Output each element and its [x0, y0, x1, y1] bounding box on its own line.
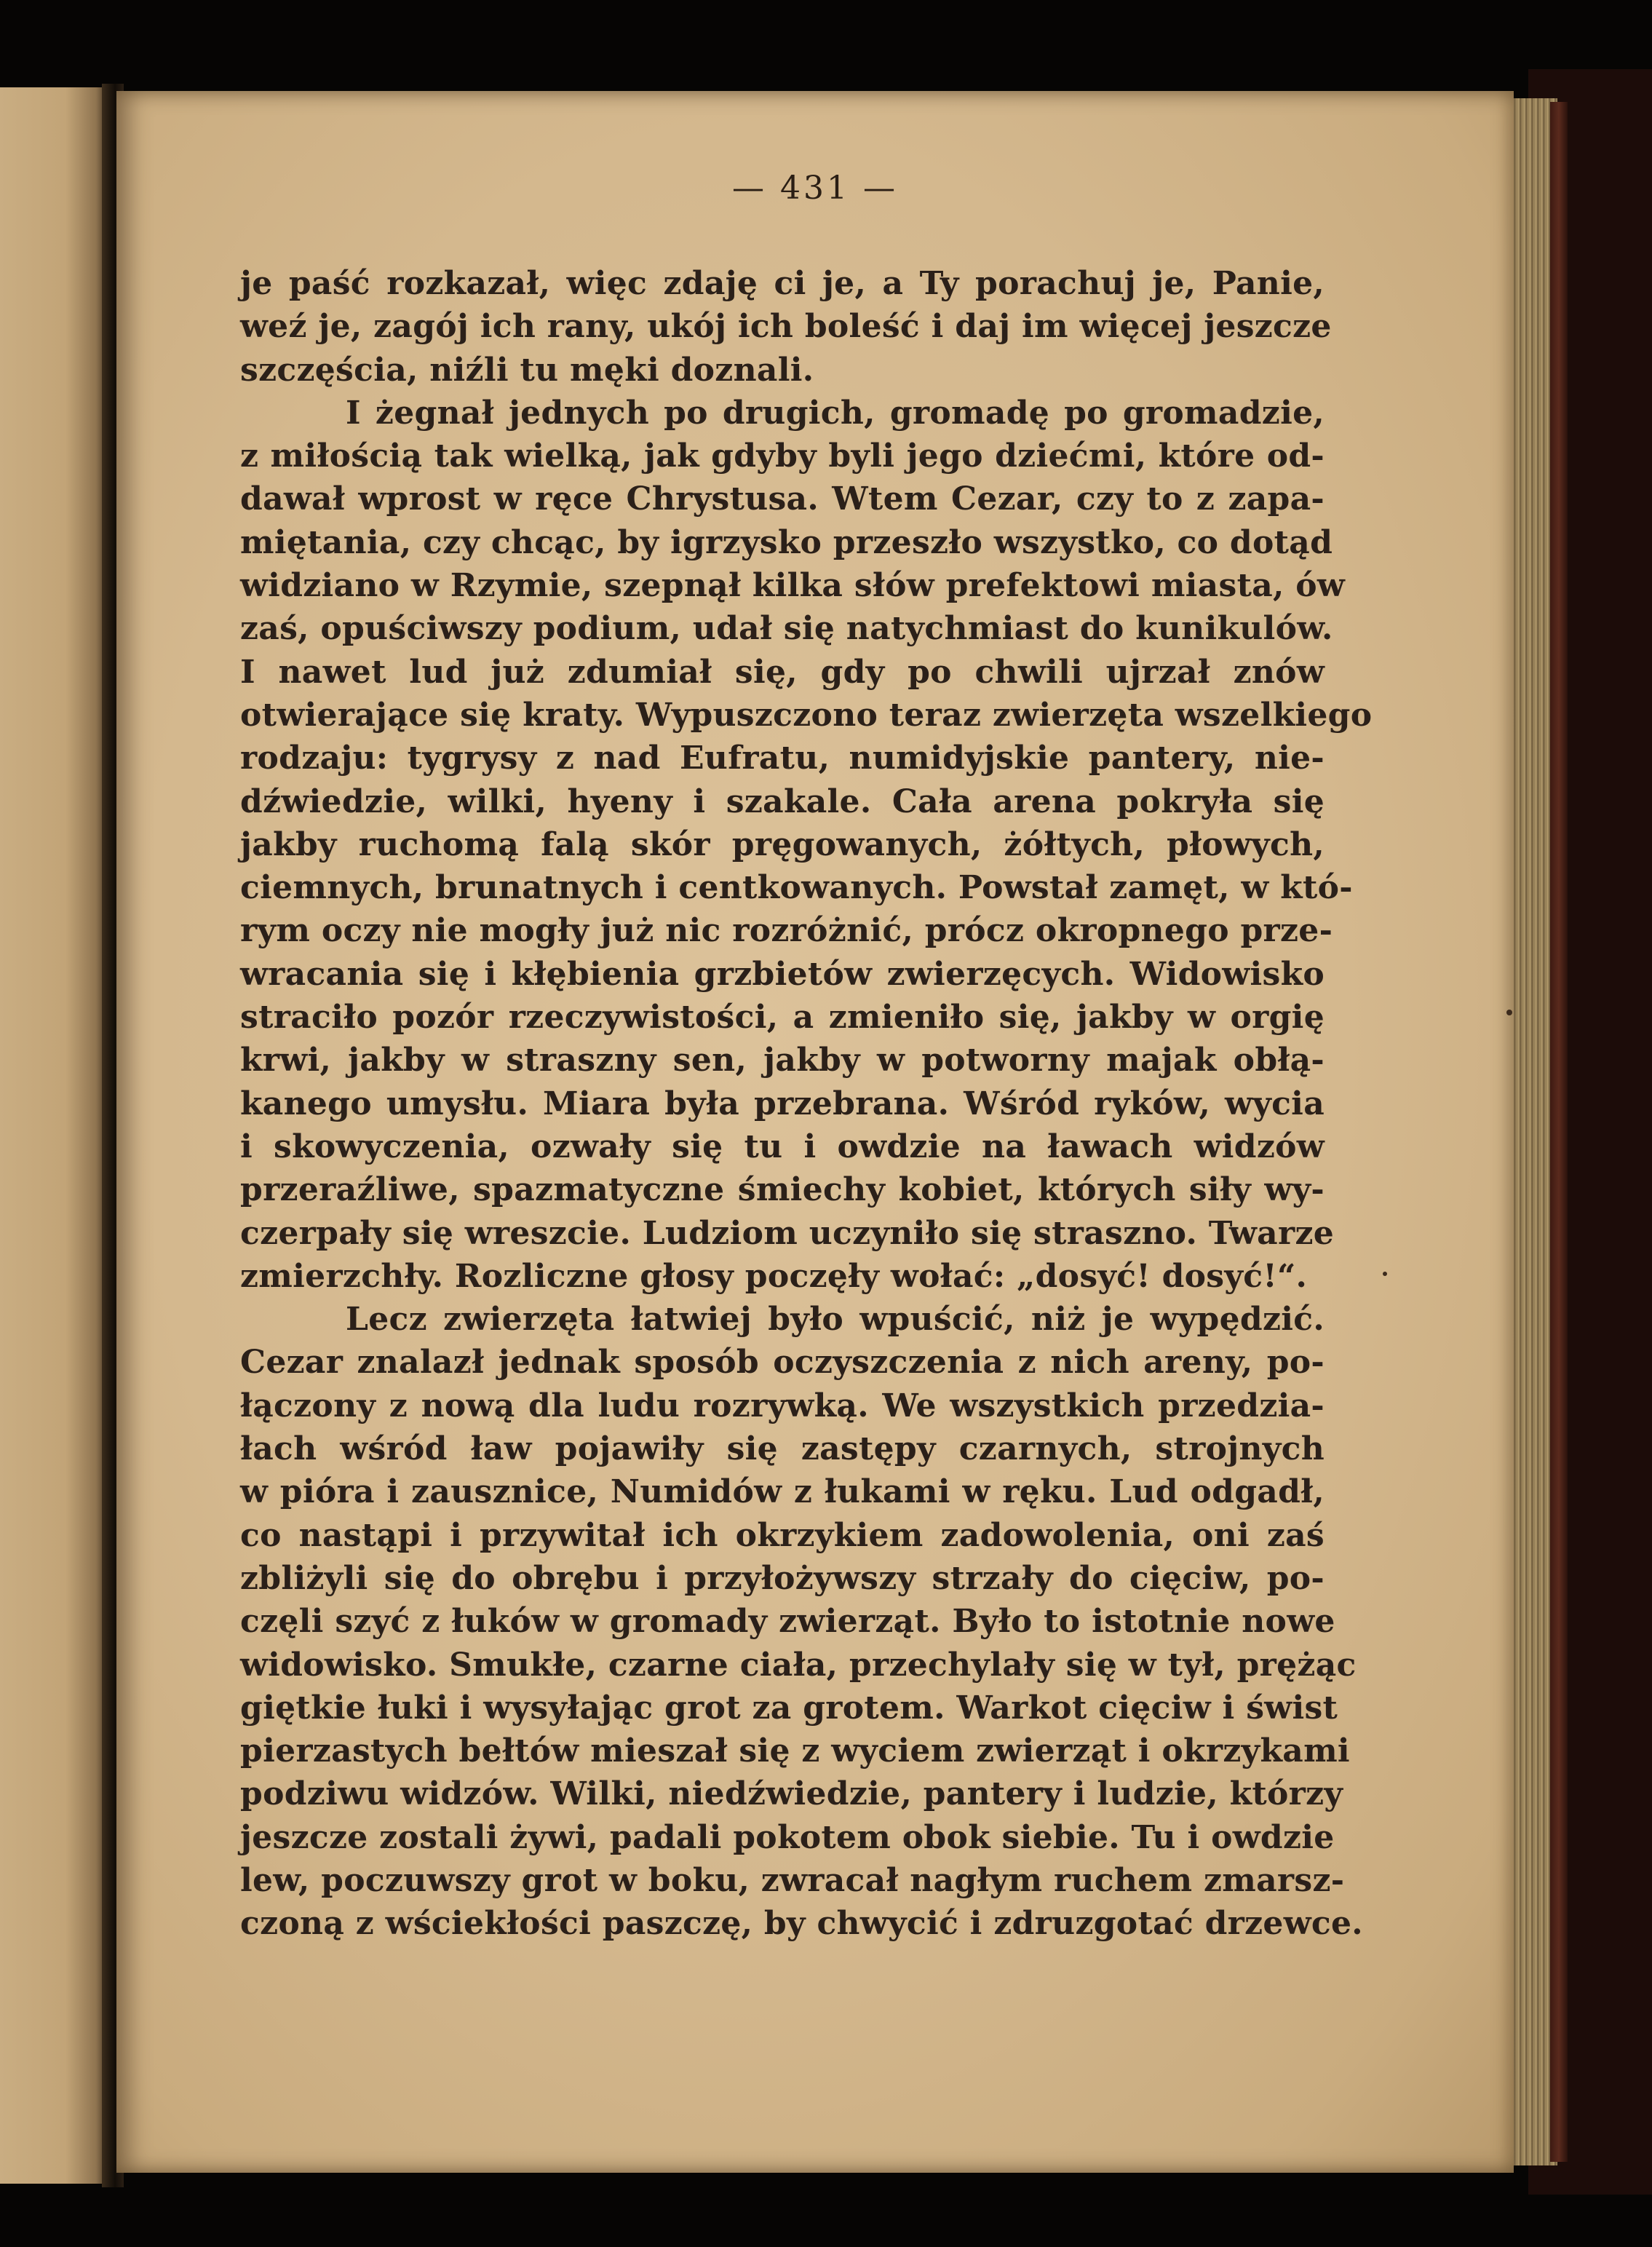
text-line: łączony z nową dla ludu rozrywką. We wszystkich przedzia-	[240, 1387, 1325, 1424]
text-line: pierzastych bełtów mieszał się z wyciem zwierząt i okrzykami	[240, 1732, 1350, 1770]
text-line: i skowyczenia, ozwały się tu i owdzie na ławach widzów	[240, 1128, 1325, 1165]
text-line: Cezar znalazł jednak sposób oczyszczenia z nich areny, po-	[240, 1344, 1325, 1382]
text-line: szczęścia, niźli tu męki doznali.	[240, 351, 814, 389]
text-line: w pióra i zausznice, Numidów z łukami w ręku. Lud odgadł,	[240, 1473, 1325, 1511]
paper-speck	[1383, 1272, 1387, 1276]
text-line: jeszcze zostali żywi, padali pokotem obok siebie. Tu i owdzie	[240, 1818, 1335, 1856]
text-line: I żegnał jednych po drugich, gromadę po gromadzie,	[346, 394, 1325, 432]
text-line: dźwiedzie, wilki, hyeny i szakale. Cała arena pokryła się	[240, 782, 1325, 820]
text-line: co nastąpi i przywitał ich okrzykiem zadowolenia, oni zaś	[240, 1516, 1325, 1554]
text-line: czoną z wściekłości paszczę, by chwycić i zdruzgotać drzewce.	[240, 1905, 1363, 1943]
paper-speck	[1506, 1010, 1512, 1015]
text-line: jakby ruchomą falą skór pręgowanych, żółtych, płowych,	[240, 825, 1325, 863]
text-line: ciemnych, brunatnych i centkowanych. Powstał zamęt, w któ-	[240, 869, 1353, 907]
text-line: widowisko. Smukłe, czarne ciała, przechylały się w tył, prężąc	[240, 1646, 1357, 1684]
text-line: lew, poczuwszy grot w boku, zwracał nagłym ruchem zmarsz-	[240, 1861, 1345, 1899]
body-text	[240, 262, 1373, 1946]
text-line: widziano w Rzymie, szepnął kilka słów prefektowi miasta, ów	[240, 567, 1346, 605]
text-line: rym oczy nie mogły już nic rozróżnić, prócz okropnego prze-	[240, 912, 1333, 950]
book-page	[116, 91, 1514, 2173]
text-line: weź je, zagój ich rany, ukój ich boleść i daj im więcej jeszcze	[240, 308, 1332, 346]
text-line: podziwu widzów. Wilki, niedźwiedzie, pantery i ludzie, którzy	[240, 1775, 1343, 1813]
cover-spine-edge	[1550, 102, 1568, 2162]
text-line: dawał wprost w ręce Chrystusa. Wtem Cezar, czy to z zapa-	[240, 480, 1325, 518]
text-line: je paść rozkazał, więc zdaję ci je, a Ty porachuj je, Panie,	[240, 265, 1325, 302]
text-line: częli szyć z łuków w gromady zwierząt. Było to istotnie nowe	[240, 1603, 1335, 1641]
text-line: otwierające się kraty. Wypuszczono teraz zwierzęta wszelkiego	[240, 696, 1373, 734]
text-line: giętkie łuki i wysyłając grot za grotem. Warkot cięciw i świst	[240, 1689, 1338, 1727]
text-line: zbliżyli się do obrębu i przyłożywszy strzały do cięciw, po-	[240, 1559, 1325, 1597]
text-line: kanego umysłu. Miara była przebrana. Wśród ryków, wycia	[240, 1085, 1325, 1122]
text-line: z miłością tak wielką, jak gdyby byli jego dziećmi, które od-	[240, 437, 1325, 475]
text-line: rodzaju: tygrysy z nad Eufratu, numidyjskie pantery, nie-	[240, 740, 1325, 777]
facing-page-edge	[0, 87, 109, 2184]
text-line: zmierzchły. Rozliczne głosy poczęły wołać: „dosyć! dosyć!“.	[240, 1257, 1308, 1295]
text-line: straciło pozór rzeczywistości, a zmieniło się, jakby w orgię	[240, 999, 1325, 1037]
text-line: zaś, opuściwszy podium, udał się natychmiast do kunikulów.	[240, 610, 1333, 648]
text-line: łach wśród ław pojawiły się zastępy czarnych, strojnych	[240, 1430, 1325, 1468]
text-line: przeraźliwe, spazmatyczne śmiechy kobiet, których siły wy-	[240, 1171, 1325, 1209]
text-line: Lecz zwierzęta łatwiej było wpuścić, niż je wypędzić.	[346, 1301, 1325, 1339]
text-line: wracania się i kłębienia grzbietów zwierzęcych. Widowisko	[240, 955, 1325, 993]
text-line: I nawet lud już zdumiał się, gdy po chwili ujrzał znów	[240, 653, 1325, 691]
text-line: czerpały się wreszcie. Ludziom uczyniło się straszno. Twarze	[240, 1214, 1335, 1252]
text-line: krwi, jakby w straszny sen, jakby w potworny majak obłą-	[240, 1042, 1325, 1079]
text-line: miętania, czy chcąc, by igrzysko przeszło wszystko, co dotąd	[240, 523, 1333, 561]
page-number: — 431 —	[732, 170, 898, 207]
